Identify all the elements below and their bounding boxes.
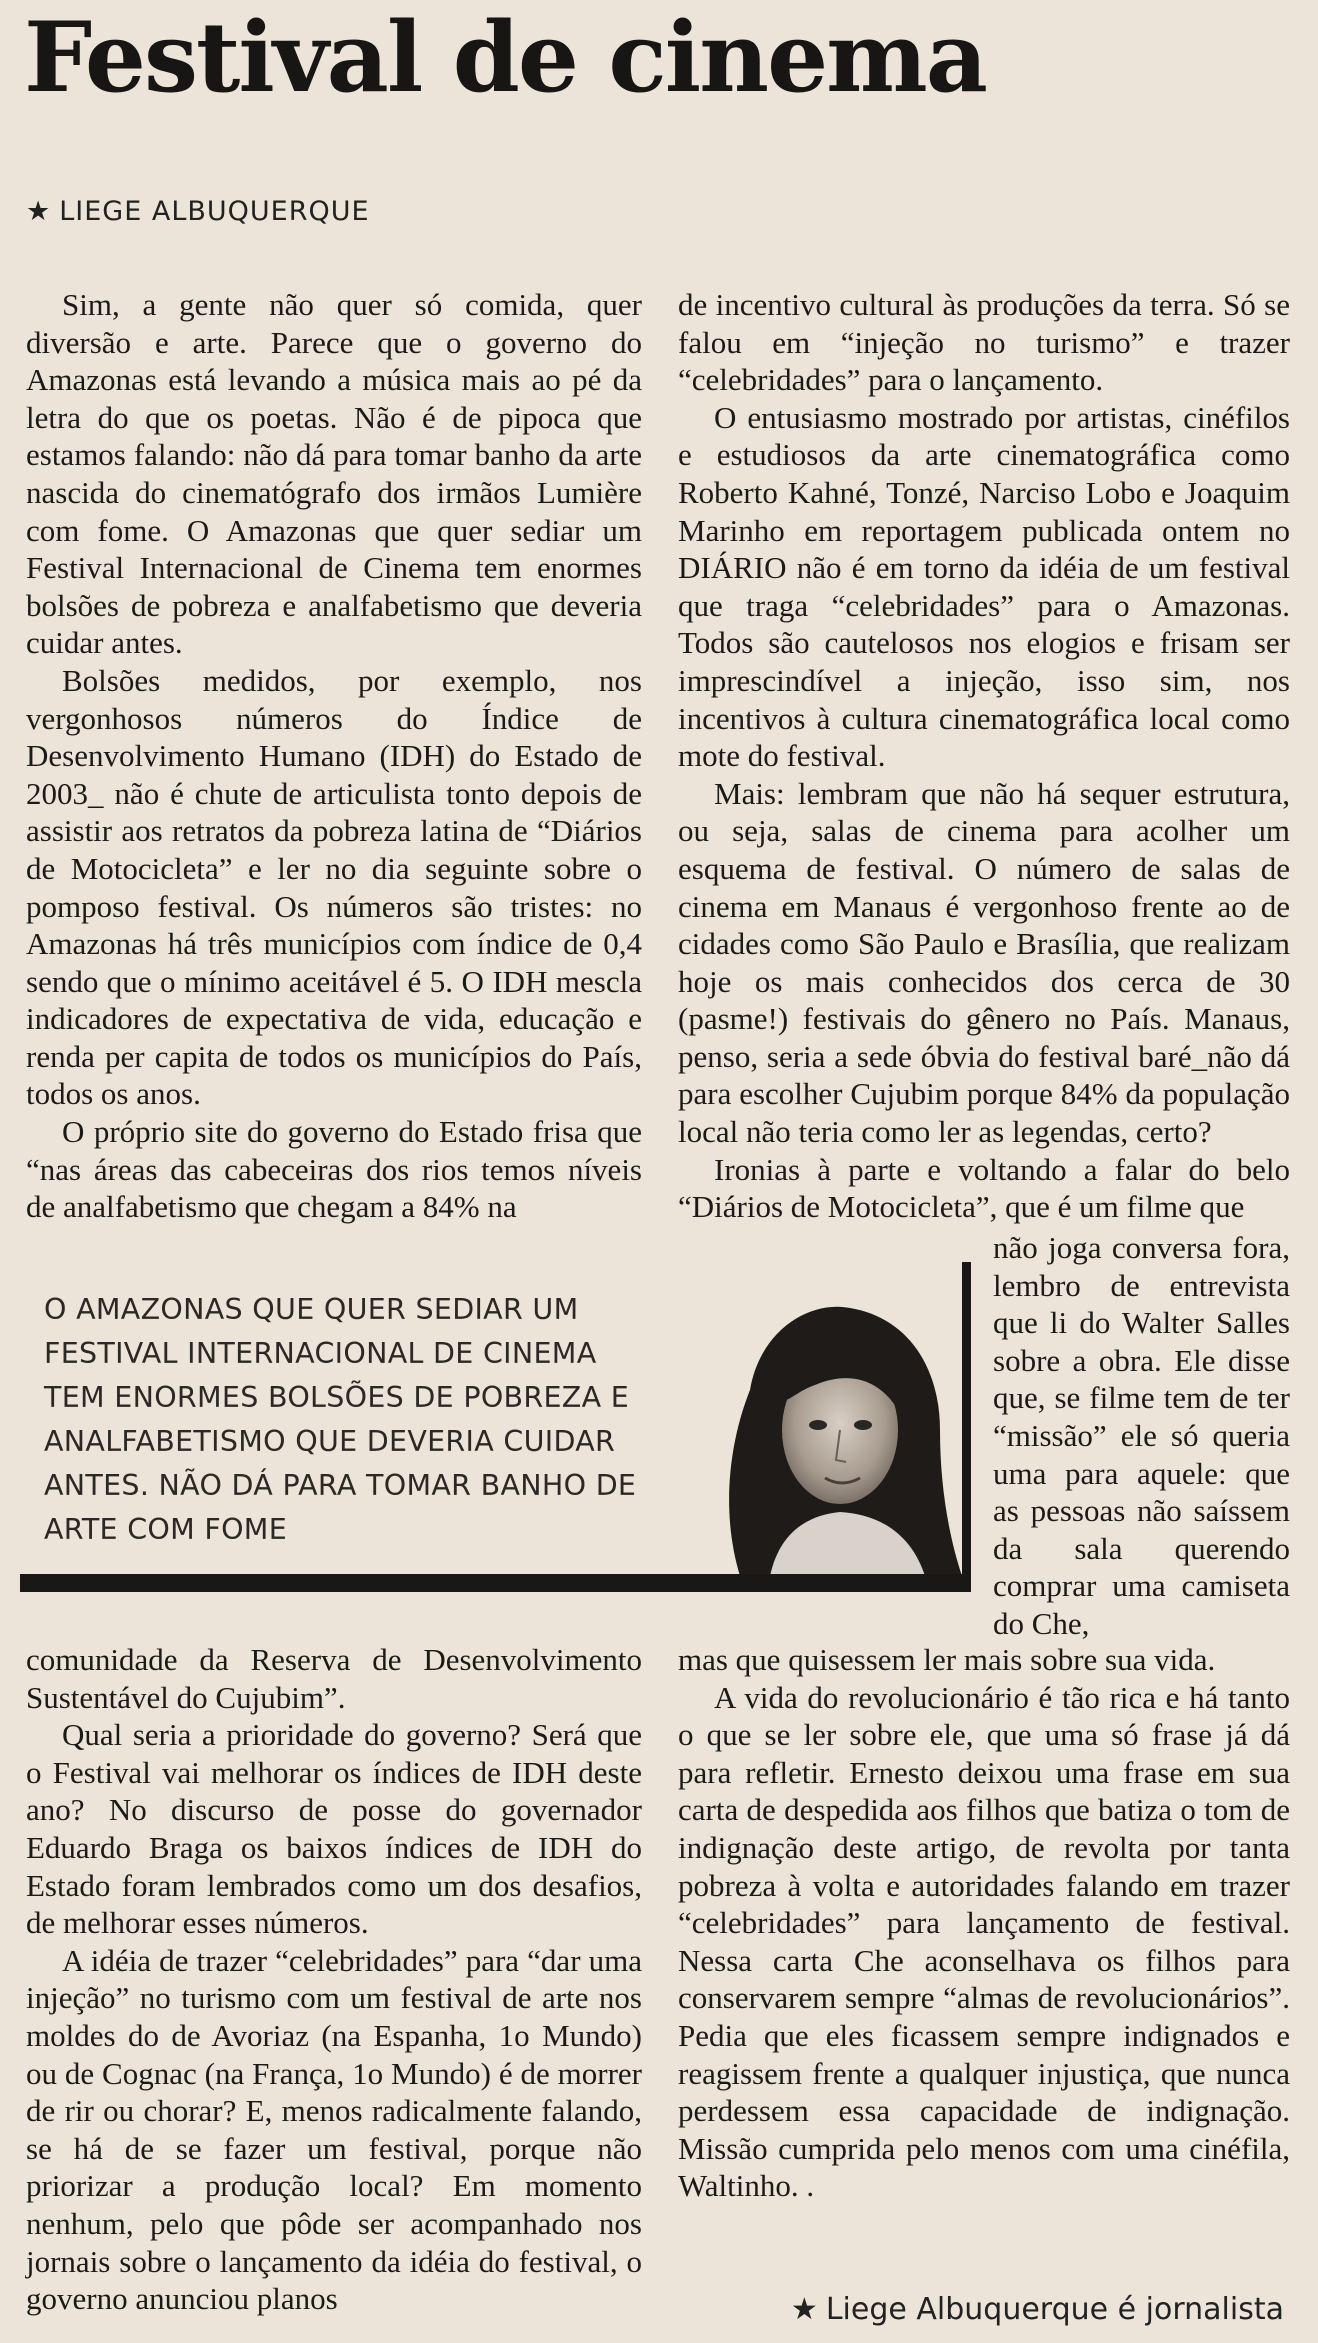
paragraph: não joga conversa fora, lembro de entrevista que li do Walter Salles sobre a obra. Ele disse que, se filme tem de ter “missão” ele só queria uma para aquele: que as pessoas não saíssem da sala querendo comprar uma camiseta do Che,	[993, 1230, 1290, 1641]
headline: Festival de cinema	[24, 1, 986, 114]
paragraph: comunidade da Reserva de Desenvolvimento Sustentável do Cujubim”.	[26, 1642, 642, 1715]
column-right-bottom	[678, 1641, 1290, 2205]
paragraph: Ironias à parte e voltando a falar do belo “Diários de Motocicleta”, que é um filme que	[678, 1151, 1290, 1225]
column-left-top	[26, 286, 642, 1226]
pull-quote-box	[20, 1262, 968, 1582]
byline-author: LIEGE ALBUQUERQUE	[59, 196, 370, 227]
paragraph: A idéia de trazer “celebridades” para “dar uma injeção” no turismo com um festival de arte nos moldes do de Avoriaz (na Espanha, 1o Mundo) ou de Cognac (na França, 1o Mundo) é de morrer de rir ou chorar? E, menos radicalmente falando, se há de se fazer um festival, porque não priorizar a produção local? Em momento nenhum, pelo que pôde ser acompanhado nos jornais sobre o lançamento da idéia do festival, o governo anunciou planos	[26, 1942, 642, 2317]
pull-quote: O AMAZONAS QUE QUER SEDIAR UM FESTIVAL INTERNACIONAL DE CINEMA TEM ENORMES BOLSÕES DE POBREZA E ANALFABETISMO QUE DEVERIA CUIDAR ANTES. NÃO DÁ PARA TOMAR BANHO DE ARTE COM FOME	[44, 1293, 637, 1546]
paragraph: O entusiasmo mostrado por artistas, cinéfilos e estudiosos da arte cinematográfica como Roberto Kahné, Tonzé, Narciso Lobo e Joaquim Marinho em reportagem publicada ontem no DIÁRIO não é em torno da idéia de um festival que traga “celebridades” para o Amazonas. Todos são cautelosos nos elogios e frisam ser imprescindível a injeção, isso sim, nos incentivos à cultura cinematográfica local como mote do festival.	[678, 399, 1290, 774]
column-right-narrow	[993, 1229, 1290, 1643]
pull-quote-rule-vertical	[962, 1262, 971, 1592]
paragraph: A vida do revolucionário é tão rica e há tanto o que se ler sobre ele, que uma só frase já dá para refletir. Ernesto deixou uma frase em sua carta de despedida aos filhos que batiza o tom de indignação deste artigo, de revolta por tanta pobreza à volta e autoridades falando em trazer “celebridades” para lançamento de festival. Nessa carta Che aconselhava os filhos para conservarem sempre “almas de revolucionários”. Pedia que eles ficassem sempre indignados e reagissem frente a qualquer injustiça, que nunca perdessem essa capacidade de indignação. Missão cumprida pelo menos com uma cinéfila, Waltinho. .	[678, 1679, 1290, 2204]
column-left-bottom	[26, 1641, 642, 2318]
paragraph: Qual seria a prioridade do governo? Será que o Festival vai melhorar os índices de IDH deste ano? No discurso de posse do governador Eduardo Braga os baixos índices de IDH do Estado foram lembrados como um dos desafios, de melhorar esses números.	[26, 1717, 642, 1941]
author-portrait	[700, 1290, 962, 1576]
byline	[26, 196, 370, 227]
paragraph: Sim, a gente não quer só comida, quer diversão e arte. Parece que o governo do Amazonas está levando a música mais ao pé da letra do que os poetas. Não é de pipoca que estamos falando: não dá para tomar banho da arte nascida do cinematógrafo dos irmãos Lumière com fome. O Amazonas que quer sediar um Festival Internacional de Cinema tem enormes bolsões de pobreza e analfabetismo que deveria cuidar antes.	[26, 287, 642, 661]
paragraph: de incentivo cultural às produções da terra. Só se falou em “injeção no turismo” e trazer “celebridades” para o lançamento.	[678, 287, 1290, 398]
author-signature	[791, 2292, 1284, 2327]
column-right-top	[678, 286, 1290, 1226]
paragraph: Bolsões medidos, por exemplo, nos vergonhosos números do Índice de Desenvolvimento Humano (IDH) do Estado de 2003_ não é chute de articulista tonto depois de assistir aos retratos da pobreza latina de “Diários de Motocicleta” e ler no dia seguinte sobre o pomposo festival. Os números são tristes: no Amazonas há três municípios com índice de 0,4 sendo que o mínimo aceitável é 5. O IDH mescla indicadores de expectativa de vida, educação e renda per capita de todos os municípios do País, todos os anos.	[26, 662, 642, 1112]
star-icon: ★	[790, 2292, 818, 2327]
pull-quote-rule-horizontal	[20, 1574, 971, 1592]
paragraph: O próprio site do governo do Estado frisa que “nas áreas das cabeceiras dos rios temos níveis de analfabetismo que chegam a 84% na	[26, 1114, 642, 1225]
star-icon: ★	[26, 196, 52, 227]
signature-text: Liege Albuquerque é jornalista	[825, 2292, 1284, 2327]
paragraph: mas que quisessem ler mais sobre sua vida.	[678, 1642, 1216, 1677]
paragraph: Mais: lembram que não há sequer estrutura, ou seja, salas de cinema para acolher um esquema de festival. O número de salas de cinema em Manaus é vergonhoso frente ao de cidades como São Paulo e Brasília, que realizam hoje os mais conhecidos dos cerca de 30 (pasme!) festivais do gênero no País. Manaus, penso, seria a sede óbvia do festival baré_não dá para escolher Cujubim porque 84% da população local não teria como ler as legendas, certo?	[678, 775, 1290, 1150]
